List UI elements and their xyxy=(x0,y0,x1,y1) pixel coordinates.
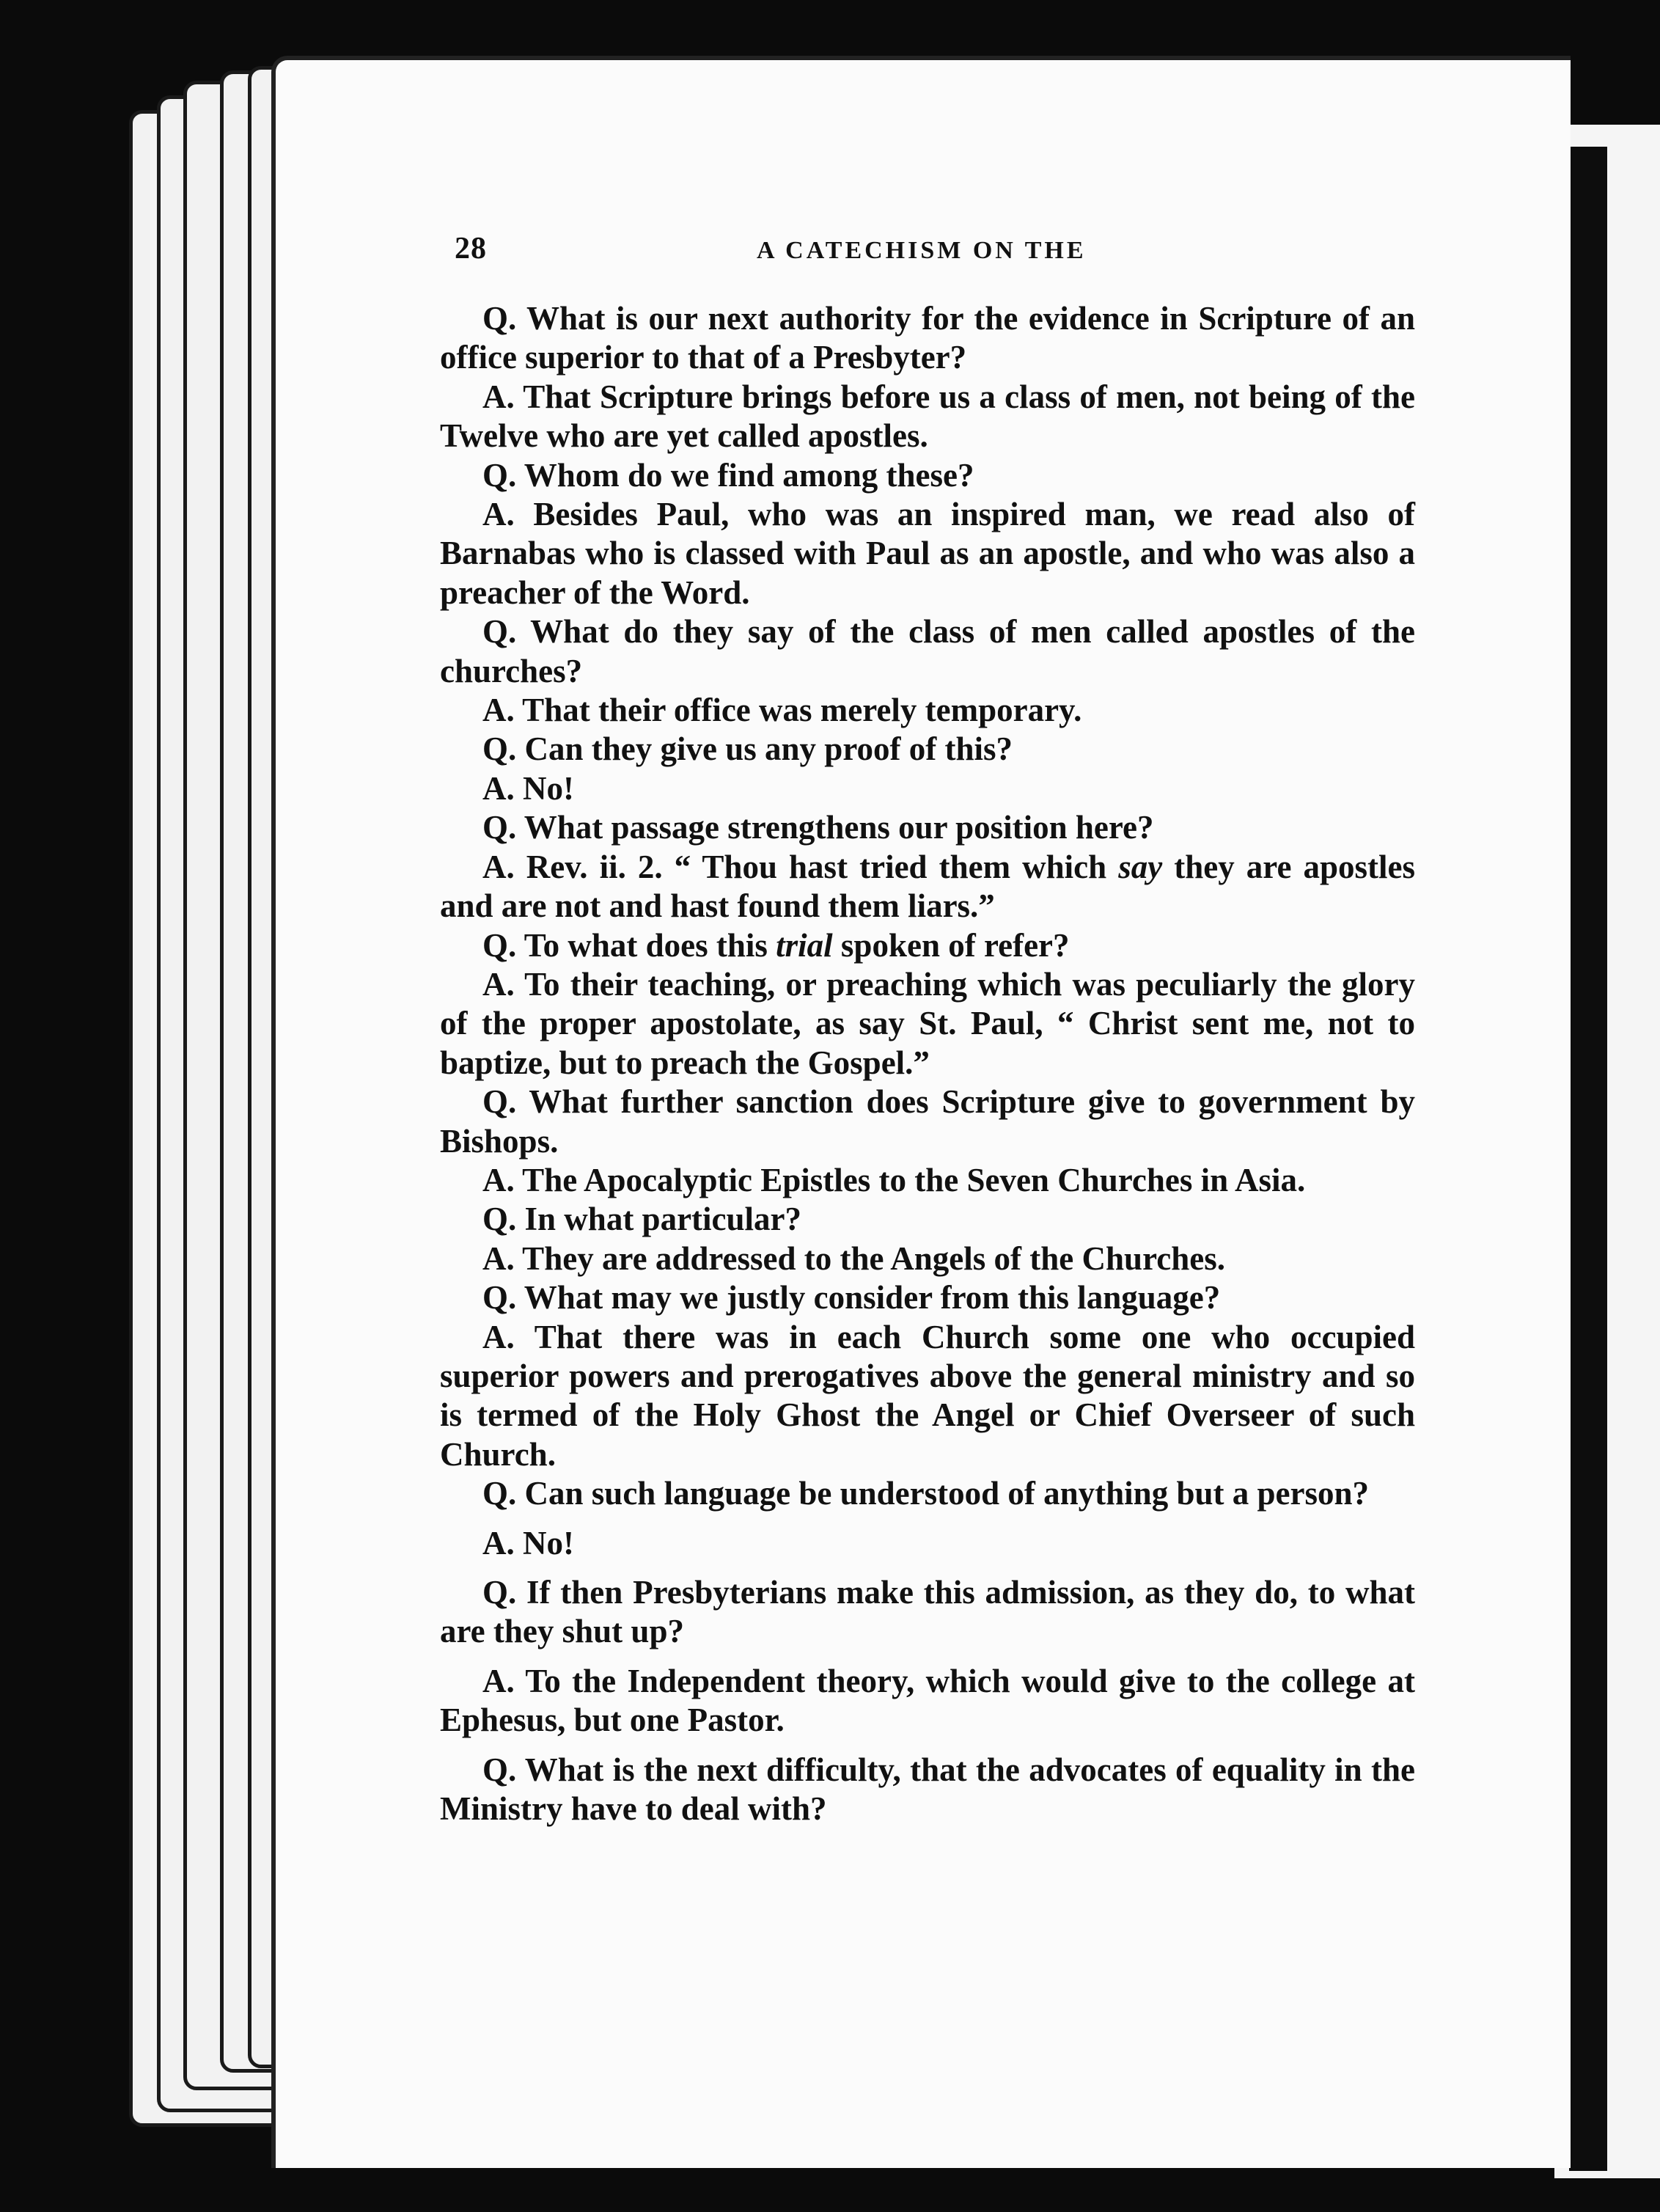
paragraph: A. That their office was merely temporary. xyxy=(482,692,1082,729)
paragraph: A. That Scripture brings before us a class of men, not being of the Twelve who are yet called apostles. xyxy=(440,378,1415,455)
catechism-text xyxy=(440,299,1415,1828)
paragraph: A. Besides Paul, who was an inspired man, we read also of Barnabas who is classed with Paul as an apostle, and who was also a preacher of the Word. xyxy=(440,496,1415,611)
paragraph: Q. What passage strengthens our position here? xyxy=(482,809,1154,846)
paragraph: Q. What may we justly consider from this language? xyxy=(482,1279,1221,1316)
emphasis: say xyxy=(1118,848,1163,885)
paragraph: Q. Can they give us any proof of this? xyxy=(482,730,1013,768)
paragraph: Q. If then Presbyterians make this admission, as they do, to what are they shut up? xyxy=(440,1574,1415,1650)
paragraph: A. They are addressed to the Angels of the Churches. xyxy=(482,1239,1225,1277)
paragraph: A. No! xyxy=(482,1524,574,1561)
paragraph: A. To their teaching, or preaching which was peculiarly the glory of the proper apostolate, as say St. Paul, “ Christ sent me, not to baptize, but to preach the Gospel.” xyxy=(440,965,1415,1081)
paragraph: Q. What do they say of the class of men called apostles of the churches? xyxy=(440,613,1415,689)
paragraph: A. The Apocalyptic Epistles to the Seven Churches in Asia. xyxy=(482,1161,1306,1198)
paragraph: A. That there was in each Church some one who occupied superior powers and prerogatives above the general ministry and so is termed of the Holy Ghost the Angel or Chief Overseer of such Church. xyxy=(440,1318,1415,1473)
paragraph: Q. Whom do we find among these? xyxy=(482,456,974,494)
page-number: 28 xyxy=(455,232,487,265)
page-header-title: A CATECHISM ON THE xyxy=(757,237,1087,264)
emphasis: trial xyxy=(776,926,833,964)
paragraph: Q. To what does this trial spoken of refer? xyxy=(482,926,1070,964)
paragraph: Q. What further sanction does Scripture give to government by Bishops. xyxy=(440,1083,1415,1160)
paragraph: Q. What is the next difficulty, that the advocates of equality in the Ministry have to deal with? xyxy=(440,1751,1415,1828)
paragraph: A. No! xyxy=(482,769,574,807)
paragraph: A. Rev. ii. 2. “ Thou hast tried them which say they are apostles and are not and hast found them liars.” xyxy=(440,848,1415,925)
paragraph: Q. What is our next authority for the evidence in Scripture of an office superior to that of a Presbyter? xyxy=(440,300,1415,376)
paragraph: Q. Can such language be understood of anything but a person? xyxy=(482,1475,1370,1512)
paragraph: Q. In what particular? xyxy=(482,1201,802,1238)
paragraph: A. To the Independent theory, which would give to the college at Ephesus, but one Pastor. xyxy=(440,1662,1415,1739)
running-head xyxy=(455,231,1408,275)
book-gutter xyxy=(1569,147,1607,2171)
